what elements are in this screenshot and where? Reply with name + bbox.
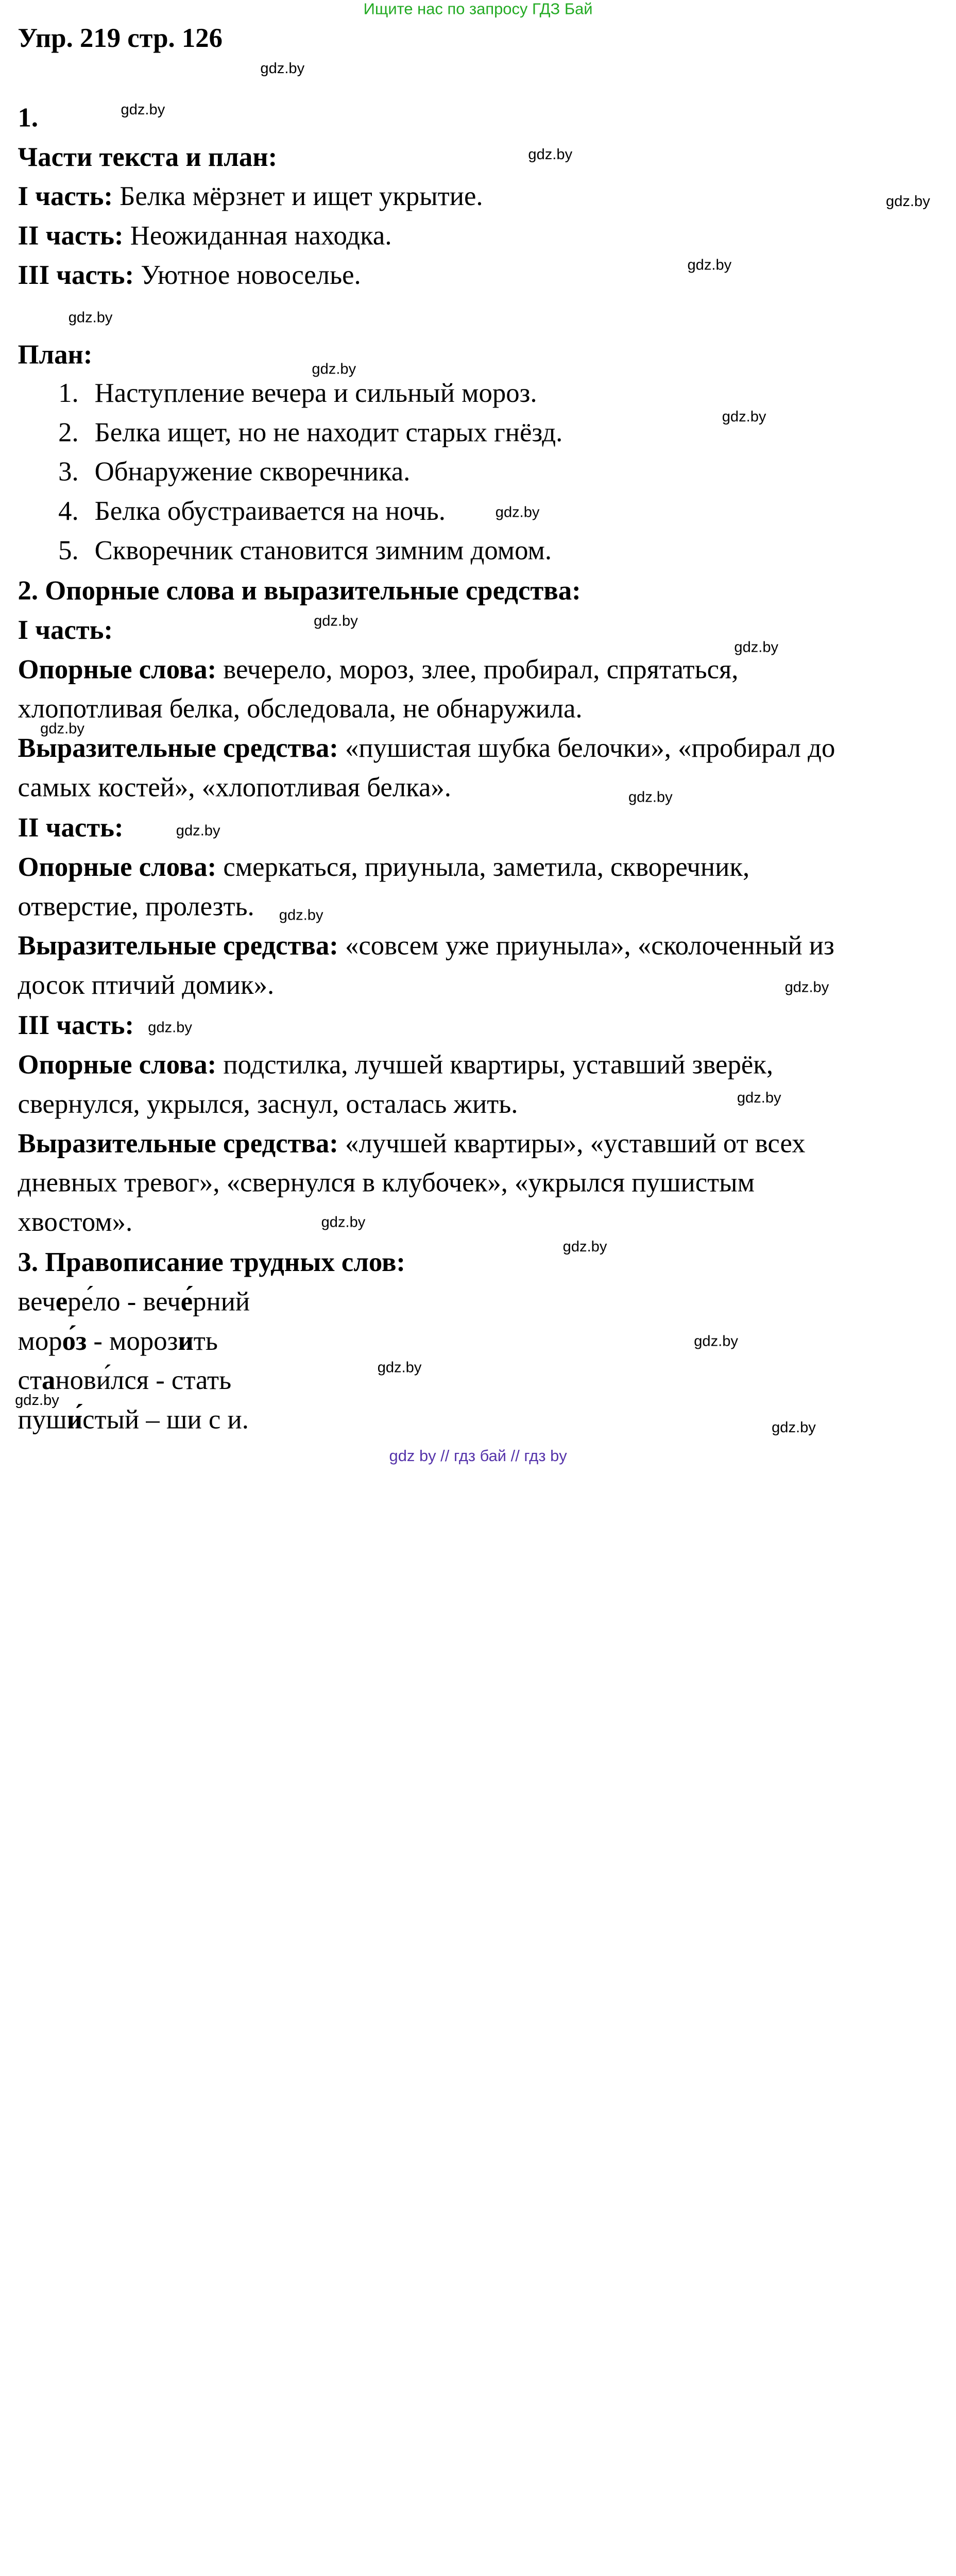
- part-3-text: Уютное новоселье.: [134, 260, 361, 291]
- word-part: рний: [193, 1287, 250, 1317]
- watermark: gdz.by: [279, 907, 323, 924]
- watermark: gdz.by: [148, 1020, 192, 1036]
- expressive-text: «совсем уже приуныла», «сколоченный из: [338, 931, 834, 961]
- section-1-heading: Части текста и план:: [18, 142, 278, 173]
- bottom-watermark[interactable]: gdz by // гдз бай // гдз by: [389, 1447, 567, 1465]
- list-item-text: Скворечник становится зимним домом.: [94, 535, 552, 566]
- watermark: gdz.by: [377, 1360, 422, 1376]
- part-2-keywords: [18, 852, 750, 884]
- watermark: gdz.by: [40, 721, 84, 737]
- list-item-number: 4.: [58, 496, 79, 527]
- part-1-keywords: [18, 654, 739, 686]
- watermark: gdz.by: [694, 1333, 738, 1350]
- watermark: gdz.by: [784, 979, 829, 996]
- keywords-text-cont: хлопотливая белка, обследовала, не обнаружила.: [18, 694, 583, 724]
- part-3-heading: III часть:: [18, 1010, 134, 1041]
- watermark: gdz.by: [687, 257, 732, 274]
- part-2-text: Неожиданная находка.: [123, 221, 392, 251]
- spelling-word: [18, 1326, 218, 1358]
- expressive-text: «пушистая шубка белочки», «пробирал до: [338, 733, 835, 764]
- list-item-number: 5.: [58, 535, 79, 566]
- part-3-label: III часть:: [18, 260, 134, 291]
- page-title: Упр. 219 стр. 126: [18, 23, 223, 54]
- part-3-expressive: [18, 1128, 806, 1160]
- part-1-expressive: [18, 733, 835, 765]
- highlighted-letter: е: [55, 1287, 68, 1317]
- word-part: мор: [18, 1326, 62, 1357]
- word-part: веч: [18, 1287, 56, 1317]
- list-item-text: Белка ищет, но не находит старых гнёзд.: [94, 417, 563, 448]
- part-2-label: II часть:: [18, 221, 124, 251]
- list-item-text: Наступление вечера и сильный мороз.: [94, 378, 537, 409]
- keywords-label: Опорные слова:: [18, 1050, 217, 1080]
- watermark: gdz.by: [314, 613, 358, 630]
- expressive-text: «лучшей квартиры», «уставший от всех: [338, 1128, 806, 1159]
- watermark: gdz.by: [528, 147, 573, 163]
- expressive-text-cont: самых костей», «хлопотливая белка».: [18, 772, 451, 803]
- word-part: ре́ло - веч: [67, 1287, 181, 1317]
- watermark: gdz.by: [15, 1393, 59, 1409]
- part-1-text: Белка мёрзнет и ищет укрытие.: [113, 181, 483, 212]
- section-3-heading: 3. Правописание трудных слов:: [18, 1247, 405, 1278]
- keywords-text: вечерело, мороз, злее, пробирал, спрятаться,: [216, 654, 739, 685]
- word-part: стый – ши с и.: [82, 1405, 249, 1435]
- word-part: ст: [18, 1365, 42, 1396]
- keywords-text: подстилка, лучшей квартиры, уставший зверёк,: [216, 1050, 774, 1080]
- expressive-text-cont: хвостом».: [18, 1207, 133, 1238]
- list-item-text: Обнаружение скворечника.: [94, 457, 411, 487]
- highlighted-letter: и́: [66, 1405, 83, 1435]
- part-3-line: [18, 260, 361, 292]
- expressive-text-cont: досок птичий домик».: [18, 970, 275, 1001]
- watermark: gdz.by: [772, 1420, 816, 1436]
- watermark: gdz.by: [68, 310, 113, 326]
- keywords-text-cont: свернулся, укрылся, заснул, осталась жить.: [18, 1089, 518, 1120]
- keywords-text-cont: отверстие, пролезть.: [18, 891, 254, 922]
- part-1-heading: I часть:: [18, 615, 113, 646]
- top-watermark[interactable]: Ищите нас по запросу ГДЗ Бай: [363, 0, 593, 18]
- word-part: нови́лся - стать: [55, 1365, 232, 1396]
- part-2-line: [18, 220, 392, 252]
- watermark: gdz.by: [885, 194, 930, 210]
- watermark: gdz.by: [495, 504, 540, 521]
- watermark: gdz.by: [121, 102, 165, 118]
- part-1-label: I часть:: [18, 181, 113, 212]
- highlighted-letter: и: [178, 1326, 194, 1357]
- word-part: пуш: [18, 1405, 67, 1435]
- section-2-heading: 2. Опорные слова и выразительные средства:: [18, 576, 581, 606]
- spelling-word: [18, 1365, 232, 1397]
- word-part: ть: [193, 1326, 218, 1357]
- part-2-heading: II часть:: [18, 813, 124, 843]
- spelling-word: [18, 1286, 250, 1318]
- highlighted-letter: а: [41, 1365, 56, 1396]
- list-item-number: 1.: [58, 378, 79, 409]
- watermark: gdz.by: [734, 639, 779, 656]
- part-2-expressive: [18, 930, 834, 962]
- watermark: gdz.by: [321, 1215, 366, 1231]
- plan-heading: План:: [18, 340, 93, 370]
- highlighted-letter: е́: [180, 1287, 193, 1317]
- list-item-number: 3.: [58, 457, 79, 487]
- keywords-label: Опорные слова:: [18, 852, 217, 883]
- part-3-keywords: [18, 1049, 773, 1081]
- section-1-number: 1.: [18, 103, 39, 133]
- list-item-number: 2.: [58, 417, 79, 448]
- keywords-label: Опорные слова:: [18, 654, 217, 685]
- list-item-text: Белка обустраивается на ночь.: [94, 496, 446, 527]
- expressive-label: Выразительные средства:: [18, 733, 338, 764]
- watermark: gdz.by: [737, 1090, 781, 1107]
- watermark: gdz.by: [312, 361, 356, 378]
- watermark: gdz.by: [176, 823, 220, 840]
- expressive-label: Выразительные средства:: [18, 931, 338, 961]
- watermark: gdz.by: [562, 1239, 607, 1256]
- expressive-label: Выразительные средства:: [18, 1128, 338, 1159]
- word-part: - мороз: [87, 1326, 178, 1357]
- watermark: gdz.by: [260, 61, 305, 77]
- watermark: gdz.by: [722, 409, 766, 426]
- keywords-text: смеркаться, приуныла, заметила, скворечник,: [216, 852, 750, 883]
- part-1-line: [18, 181, 483, 213]
- watermark: gdz.by: [628, 789, 673, 806]
- highlighted-letter: о́з: [62, 1326, 87, 1357]
- expressive-text-cont: дневных тревог», «свернулся в клубочек», «укрылся пушистым: [18, 1168, 755, 1198]
